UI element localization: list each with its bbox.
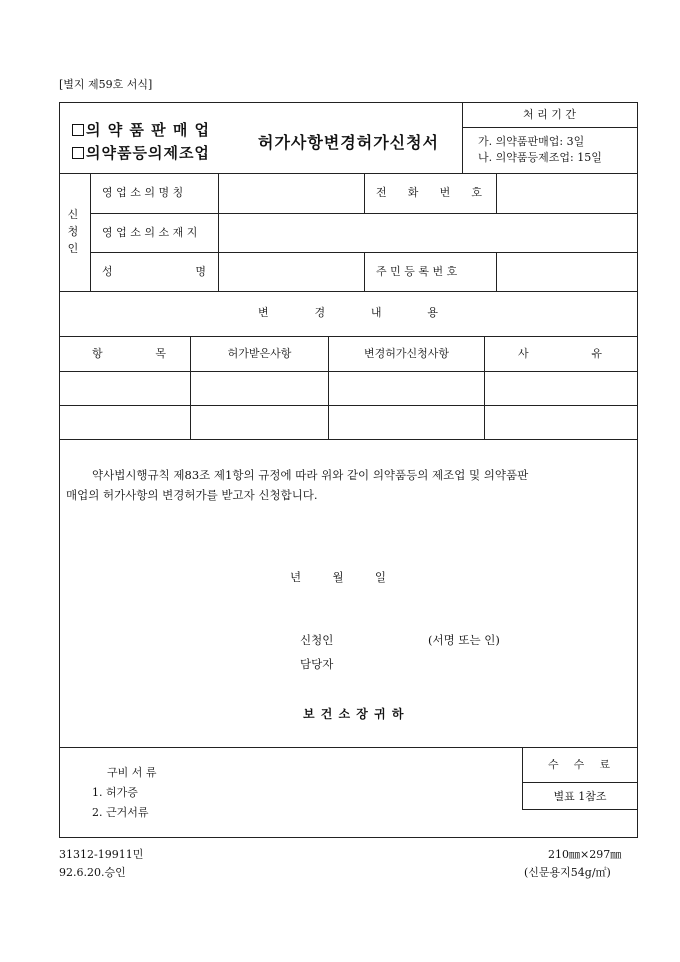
processing-period-manufacturing: 나. 의약품등제조업: 15일 <box>478 151 602 164</box>
column-header-permitted: 허가받은사항 <box>227 347 292 360</box>
business-address-label: 영 업 소 의 소 재 지 <box>102 226 198 239</box>
column-header-reason: 사 유 <box>518 347 602 360</box>
checkbox-box-icon <box>72 124 84 136</box>
processing-period-sales: 가. 의약품판매업: 3일 <box>478 135 585 148</box>
signature-hint[interactable]: (서명 또는 인) <box>428 633 500 647</box>
paper-type: (신문용지54g/㎡) <box>524 866 611 879</box>
business-name-label: 영 업 소 의 명 칭 <box>102 186 184 199</box>
applicant-signature-label: 신청인 <box>300 633 334 647</box>
required-document-item: 2. 근거서류 <box>92 806 149 819</box>
name-label: 성 명 <box>102 265 206 278</box>
applicant-section-label: 신 청 인 <box>67 208 79 255</box>
processing-period-label: 처 리 기 간 <box>523 108 576 121</box>
addressee: 보 건 소 장 귀 하 <box>303 707 405 721</box>
required-document-item: 1. 허가증 <box>92 786 138 799</box>
resident-number-label: 주 민 등 록 번 호 <box>376 265 458 278</box>
fee-label: 수 수 료 <box>548 758 610 771</box>
checkbox-box-icon <box>72 147 84 159</box>
checkbox-pharmaceutical-manufacturing[interactable]: 의약품등의제조업 <box>72 142 210 163</box>
checkbox-pharmaceutical-sales[interactable]: 의 약 품 판 매 업 <box>72 119 210 140</box>
statement-line-2: 매업의 허가사항의 변경허가를 받고자 신청합니다. <box>66 488 318 502</box>
phone-label: 전 화 번 호 <box>376 186 482 199</box>
column-header-item: 항 목 <box>92 347 166 360</box>
change-details-title: 변 경 내 용 <box>258 306 438 319</box>
form-title: 허가사항변경허가신청서 <box>258 133 440 152</box>
paper-size: 210㎜×297㎜ <box>548 848 622 861</box>
fee-value: 별표 1참조 <box>553 790 607 803</box>
required-documents-title: 구비 서 류 <box>107 766 157 779</box>
date-line[interactable]: 년 월 일 <box>290 570 386 584</box>
approval-date: 92.6.20.승인 <box>59 866 126 879</box>
column-header-requested: 변경허가신청사항 <box>363 347 449 360</box>
form-label: [별지 제59호 서식] <box>59 78 153 91</box>
statement-line-1: 약사법시행규칙 제83조 제1항의 규정에 따라 위와 같이 의약품등의 제조업 및 의약품판 <box>92 468 529 482</box>
officer-label: 담당자 <box>300 657 334 671</box>
form-code: 31312-19911민 <box>59 848 144 861</box>
